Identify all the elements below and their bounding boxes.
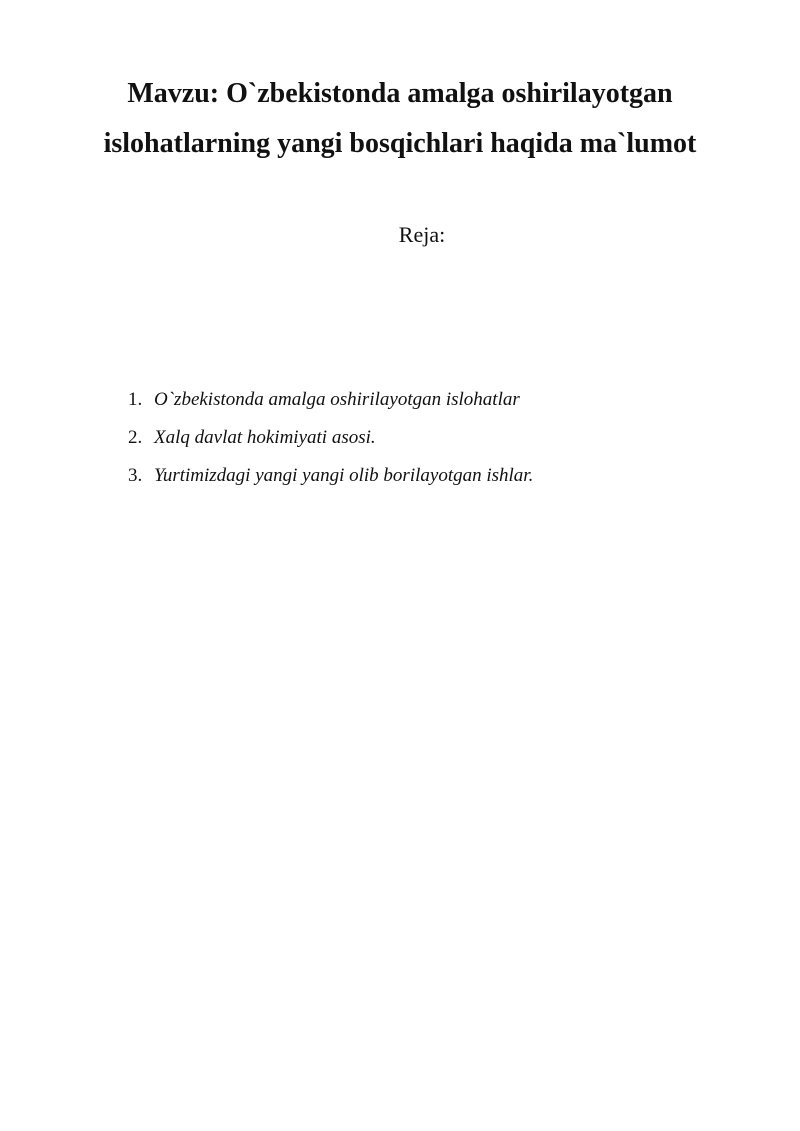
document-title-line-1: Mavzu: O`zbekistonda amalga oshirilayotgan	[127, 78, 673, 109]
plan-item-text: O`zbekistonda amalga oshirilayotgan islohatlar	[154, 389, 520, 410]
plan-list	[128, 388, 533, 502]
plan-item	[128, 388, 533, 426]
plan-item-text: Yurtimizdagi yangi yangi olib borilayotgan ishlar.	[154, 465, 534, 486]
plan-item-number: 1.	[128, 389, 143, 410]
plan-heading: Reja:	[398, 222, 446, 247]
plan-item-text: Xalq davlat hokimiyati asosi.	[154, 427, 376, 448]
plan-item-number: 2.	[128, 427, 143, 448]
document-title-line-2: islohatlarning yangi bosqichlari haqida ma`lumot	[103, 128, 697, 159]
plan-item	[128, 426, 533, 464]
plan-item	[128, 464, 533, 502]
plan-item-number: 3.	[128, 465, 143, 486]
